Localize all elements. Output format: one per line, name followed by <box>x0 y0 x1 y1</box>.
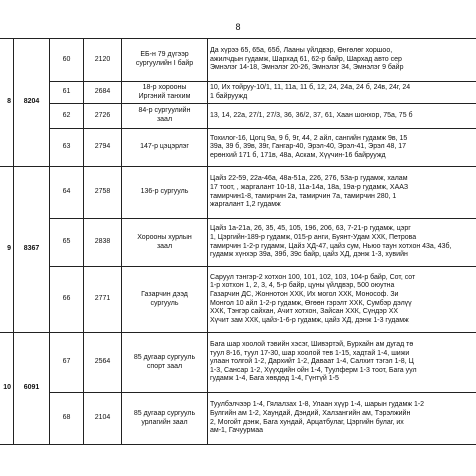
address-line: улаан толгой 1-2, Дархийт 1-2, Даваат 1-4, Салхит тэгэл 1-8, Ц <box>210 358 414 366</box>
polling-place-line: 147-р цэцэрлэг <box>140 143 189 151</box>
address-line: 17 тоот, , жаргалант 10-18, 11а-14а, 18а, 19а-р гудамж, ХААЗ <box>210 183 409 191</box>
voter-count: 2120 <box>84 39 122 82</box>
polling-place <box>122 104 208 129</box>
address-cell <box>208 39 476 82</box>
address-cell <box>208 82 476 104</box>
voter-count: 2104 <box>84 393 122 445</box>
table-row <box>0 167 476 219</box>
table-row <box>0 39 476 82</box>
polling-place-line: Иргэний танхим <box>138 92 191 100</box>
polling-place-line: Газарчин дээд <box>141 290 188 298</box>
address-cell <box>208 267 476 333</box>
polling-place-line: Хорооны хурлын <box>137 233 192 241</box>
precinct-number: 65 <box>50 219 84 267</box>
address-line: 1, Цэргийн-189-р гудамж, 015-р анги, Буянт-Удам ХХК, Петрова <box>210 233 417 241</box>
polling-place-line: 18-р хорооны <box>142 83 187 91</box>
precinct-number: 61 <box>50 82 84 104</box>
polling-place-line: спорт заал <box>146 362 183 370</box>
address-line: Цайз 1а-21а, 26, 35, 45, 105, 196, 206, 63, 7-21-р гудамж, цэрг <box>210 225 411 233</box>
address-line: Хүчит зам ХХК, цайз-1-6-р гудамж, цайз ХД, дэнж 1-3 гудамж <box>210 316 409 324</box>
voter-count: 2794 <box>84 129 122 167</box>
precinct-number: 63 <box>50 129 84 167</box>
address-line: 13, 14, 22а, 27/1, 27/3, 36, 36/2, 37, 61, Хаан шонхор, 75а, 75 б <box>210 111 413 119</box>
address-line: туул 8-16, туул 17-30, шар хоолой тев 1-15, хадтай 1-4, шижи <box>210 349 410 357</box>
table-row <box>0 104 476 129</box>
address-line: ерөнхий 171 б, 171в, 48а, Аскам, Хүүчин-16 байруужд <box>210 151 386 159</box>
voter-count: 2758 <box>84 167 122 219</box>
address-line: Саруул тэнгэр-2 хотхон 100, 101, 102, 103, 104-р байр, Сот, сот <box>210 273 416 281</box>
address-cell <box>208 393 476 445</box>
polling-place-line: сургууль <box>150 299 179 307</box>
address-line: 1-р хотхон 1, 2, 3, 4, 5-р байр, цуны үйлдвэр, 500 оюутна <box>210 282 395 290</box>
district-voter-total: 6091 <box>14 333 50 445</box>
address-line: гудамж хүнхэр 39а, 39б, 39с байр, цайз ХД, дэнж 1-3, хувийн <box>210 251 408 259</box>
address-cell <box>208 167 476 219</box>
address-line: Бага шар хоолой тэвийн хэсэг, Шивэртэй, Бурхайн ам дугад тө <box>210 341 414 349</box>
polling-place <box>122 267 208 333</box>
address-line: 1 байруужд <box>210 92 248 100</box>
polling-place-line: 84-р сургуулийн <box>138 107 191 115</box>
table-row <box>0 219 476 267</box>
polling-place <box>122 39 208 82</box>
precinct-number: 60 <box>50 39 84 82</box>
polling-place-line: ЕБ-н 79 дүгээр <box>140 51 189 59</box>
address-cell <box>208 219 476 267</box>
table-row <box>0 393 476 445</box>
address-line: ажилчдын гудамж, Шархад 61, 62-р байр, Шархад авто сер <box>210 55 402 63</box>
district-number: 8 <box>0 39 14 167</box>
table-row <box>0 267 476 333</box>
address-line: Да хүрээ 65, 65а, 65б, Лааны үйлдвэр, Өнгөлөг хоршоо, <box>210 47 393 55</box>
polling-place-line: заал <box>156 242 173 250</box>
address-line: тамирчин1-8, тамирчин 2а, тамирчин 7а, тамирчин 280, 1 <box>210 192 397 200</box>
polling-place-line: сургуулийн I байр <box>135 60 194 67</box>
precinct-number: 68 <box>50 393 84 445</box>
polling-place-line: 85 дугаар сургууль <box>133 353 196 361</box>
polling-place-line: урлагийн заал <box>141 418 188 426</box>
district-number: 9 <box>0 167 14 333</box>
address-line: гудамж 1-4, Бага хөвдөд 1-4, Гүнтүй 1-5 <box>210 375 339 383</box>
address-line: Цайз 22-59, 22а-46а, 48а-51а, 226, 276, 53а-р гудамж, халам <box>210 175 408 183</box>
precinct-table <box>0 38 476 445</box>
page-number: 8 <box>235 22 241 32</box>
precinct-number: 66 <box>50 267 84 333</box>
address-cell <box>208 333 476 393</box>
polling-place <box>122 82 208 104</box>
address-line: Туулбэлчээр 1-4, Гялалзах 1-8, Улаан хүүр 1-4, шарын гудамж 1-2 <box>210 401 425 409</box>
table-row <box>0 333 476 393</box>
precinct-number: 64 <box>50 167 84 219</box>
address-line: Булгийн ам 1-2, Хаундай, Дэндий, Халзангийн ам, Тэрэлжийн <box>210 409 411 417</box>
table-row <box>0 82 476 104</box>
polling-place-line: заал <box>156 116 173 123</box>
polling-place <box>122 393 208 445</box>
polling-place <box>122 129 208 167</box>
precinct-number: 67 <box>50 333 84 393</box>
address-cell <box>208 104 476 129</box>
table-row <box>0 129 476 167</box>
address-line: Тохилог-16, Цогц 9а, 9 б, 9г, 44, 2 айл, сангийн гудамж 9в, 15 <box>210 134 408 142</box>
precinct-number: 62 <box>50 104 84 129</box>
voter-count: 2564 <box>84 333 122 393</box>
address-line: ХХК, Тэнгэр сайхан, Ачит хотхон, Зайсан ХХК, Сүндэр ХХ <box>210 308 399 316</box>
address-line: тамирчин 1-2-р гудамж, Цайз ХД-47, цайз сум, Ньюо таун хотхон 43а, 43б, <box>210 242 452 250</box>
polling-place-line: 85 дугаар сургууль <box>133 409 196 417</box>
address-line: Эмнэлэг 14-18, Эмнэлэг 20-26, Эмнэлэг 34, Эмнэлэг 9 байр <box>210 64 404 72</box>
voter-count: 2726 <box>84 104 122 129</box>
address-line: жаргалант 1,2 гудамж <box>210 201 281 209</box>
address-line: Газарчин ДС, Жоннотон ХХК, Их могол ХХК, Монософ. Зи <box>210 290 399 298</box>
polling-place <box>122 167 208 219</box>
address-line: 1-3, Сансар 1-2, Хүүхдийн ойн 1-4, Туулферм 1-3 тоот, Бага уул <box>210 366 417 374</box>
district-voter-total: 8367 <box>14 167 50 333</box>
polling-place <box>122 333 208 393</box>
voter-count: 2838 <box>84 219 122 267</box>
district-voter-total: 8204 <box>14 39 50 167</box>
voter-count: 2684 <box>84 82 122 104</box>
polling-place <box>122 219 208 267</box>
voter-count: 2771 <box>84 267 122 333</box>
address-line: 10, Их тойруу-10/1, 11, 11а, 11 б, 12, 24, 24а, 24 б, 24в, 24г, 24 <box>210 83 411 91</box>
address-line: Монгол 10 айл 1-2-р гудамж, Өгөөн гэрэлт ХХК, Сумбэр дэлүү <box>210 299 412 307</box>
address-line: 39а, 39 б, 39в, 39г, Гангар-40, Эрэл-40, Эрэл-41, Эрэл 48, 17 <box>210 143 407 151</box>
address-line: ам-1, Гачуурмаа <box>210 427 264 435</box>
district-number: 10 <box>0 333 14 445</box>
polling-place-line: 136-р сургууль <box>140 188 189 196</box>
address-cell <box>208 129 476 167</box>
address-line: 2, Могойт дэнж, Бага хундай, Арцатбулаг, Цэргийн булаг, их <box>210 418 404 426</box>
